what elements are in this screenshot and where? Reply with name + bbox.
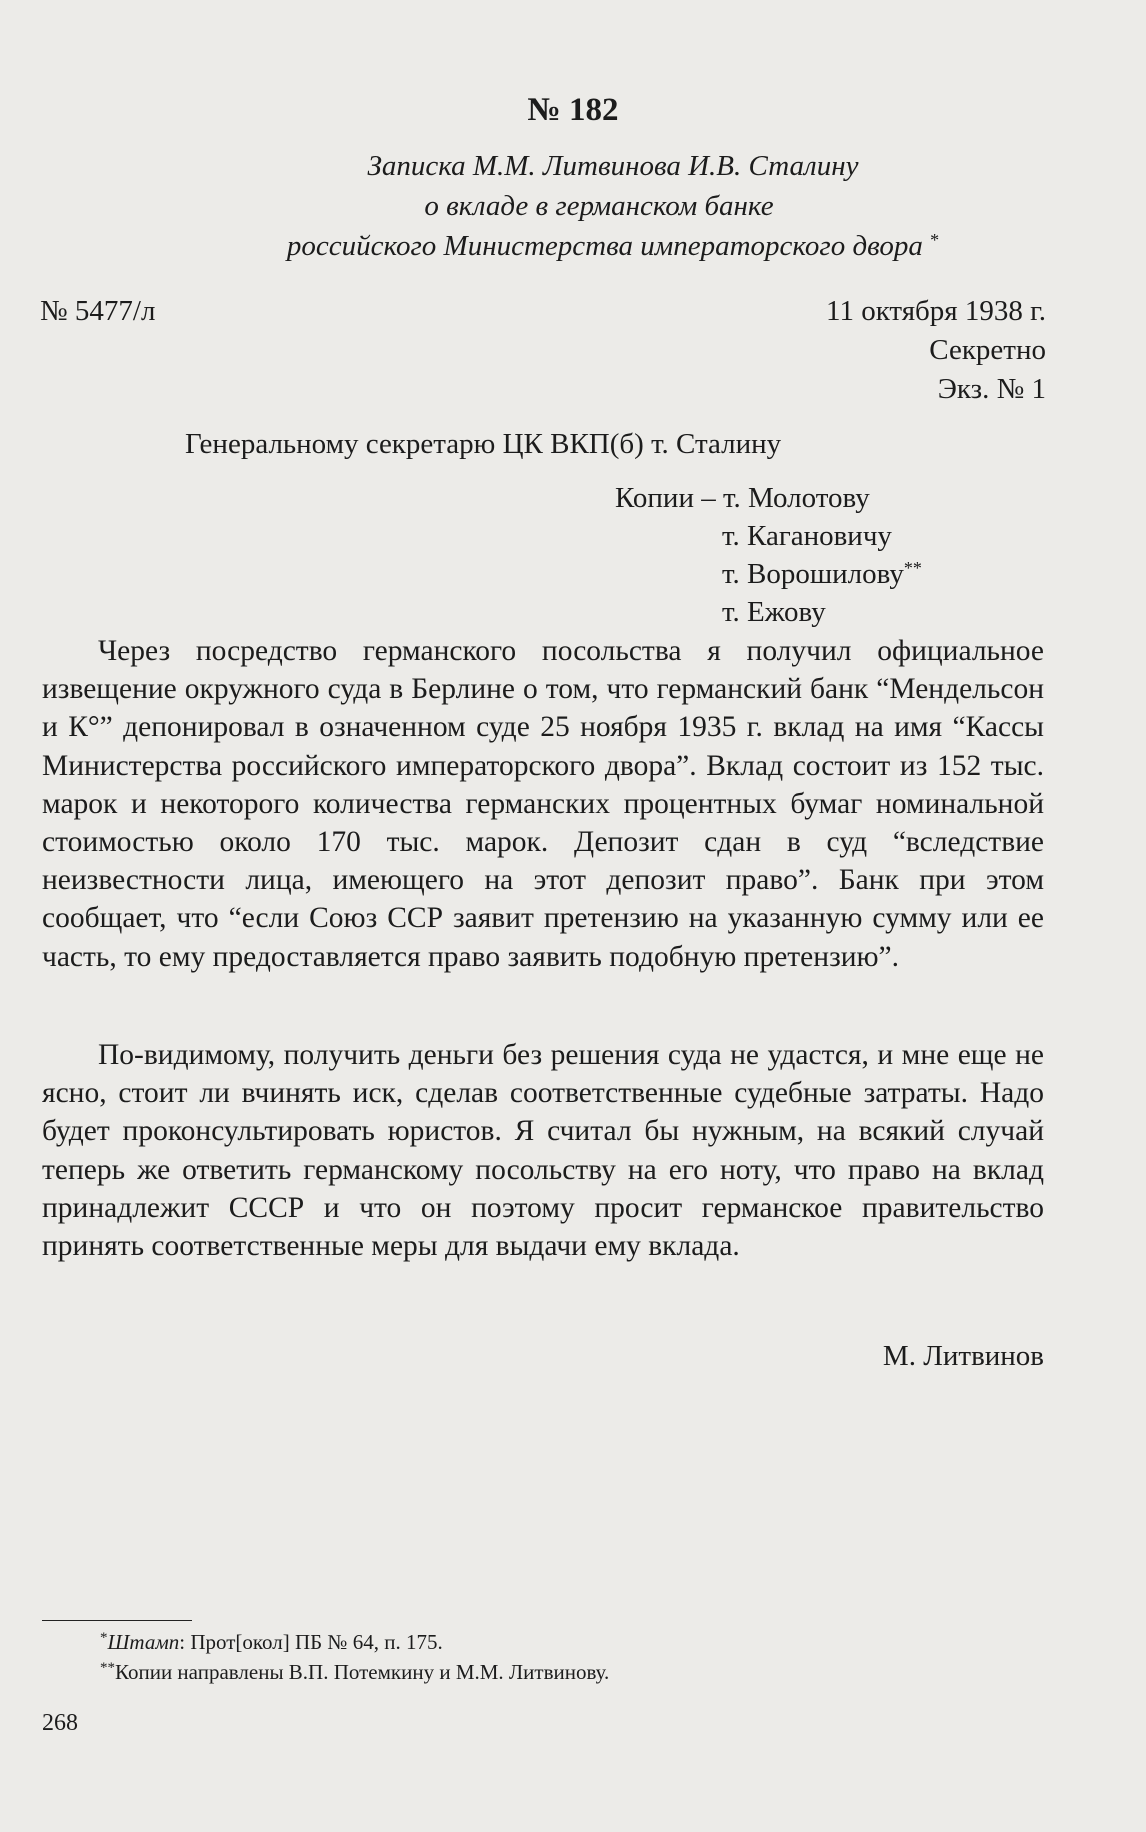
footnote-text: : Прот[окол] ПБ № 64, п. 175.: [179, 1630, 443, 1654]
signature: М. Литвинов: [882, 1340, 1044, 1372]
body-paragraph: [42, 632, 1044, 976]
copy-recipient: т. Кагановичу: [722, 520, 892, 552]
footnote: [100, 1660, 609, 1685]
classification-label: Секретно: [929, 334, 1046, 366]
footnote-marker: **: [100, 1660, 115, 1676]
footnote-divider: [42, 1620, 192, 1621]
footnote-marker: *: [930, 230, 940, 250]
document-title-line-3: [40, 230, 1146, 263]
document-date: 11 октября 1938 г.: [826, 295, 1046, 327]
paragraph-text: Через посредство германского посольства я получил официальное извещение окружного суда в Берлине о том, что германский банк “Мендельсон и К°” депонировал в означенном суде 25 ноября 1935 г. вклад на имя “Кассы Министерства российского императорского двора”. Вклад состоит из 152 тыс. марок и некоторого количества германских процентных бумаг номинальной стоимостью около 170 тыс. марок. Депозит сдан в суд “вследствие неизвестности лица, имеющего на этот депозит право”. Банк при этом сообщает, что “если Союз ССР заявит претензию на указанную сумму или ее часть, то ему предоставляется право заявить подобную претензию”.: [42, 635, 1044, 973]
footnote-marker: *: [100, 1630, 108, 1646]
copy-number: Экз. № 1: [937, 373, 1046, 405]
copy-recipient-name: т. Ворошилову: [722, 558, 904, 590]
addressee: Генеральному секретарю ЦК ВКП(б) т. Сталину: [185, 428, 782, 460]
footnote: [100, 1630, 443, 1655]
document-number: № 182: [527, 92, 619, 128]
copy-recipient: [722, 558, 922, 591]
copies-line: Копии – т. Молотову: [615, 482, 870, 514]
body-paragraph: [42, 1036, 1044, 1265]
title-line-3-text: российского Министерства императорского двора: [286, 230, 923, 262]
copy-recipient: т. Ежову: [722, 596, 826, 628]
document-title-line-2: о вкладе в германском банке: [424, 190, 774, 222]
paragraph-text: По-видимому, получить деньги без решения суда не удастся, и мне еще не ясно, стоит ли вчинять иск, сделав соответственные судебные затраты. Надо будет проконсультировать юристов. Я считал бы нужным, на всякий случай теперь же ответить германскому посольству на его ноту, что право на вклад принадлежит СССР и что он поэтому просит германское правительство принять соответственные меры для выдачи ему вклада.: [42, 1039, 1044, 1263]
document-title-line-1: Записка М.М. Литвинова И.В. Сталину: [367, 150, 859, 182]
footnote-text: Копии направлены В.П. Потемкину и М.М. Литвинову.: [115, 1660, 610, 1684]
registration-number: № 5477/л: [40, 295, 156, 327]
footnote-marker: **: [903, 558, 922, 578]
page-number: 268: [42, 1710, 78, 1736]
footnote-label: Штамп: [107, 1630, 180, 1654]
